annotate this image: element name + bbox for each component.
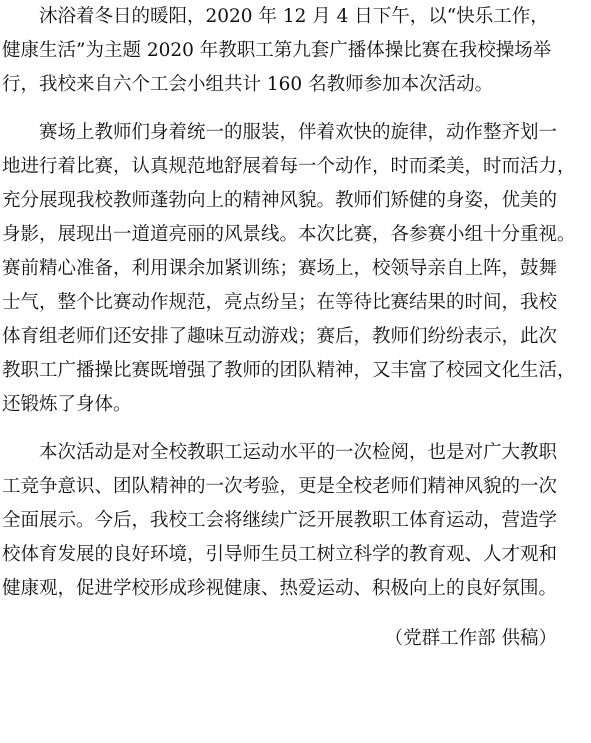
paragraph-3-line-4: 校体育发展的良好环境，引导师生员工树立科学的教育观、人才观和 — [2, 544, 558, 565]
paragraph-3-line-1: 本次活动是对全校教职工运动水平的一次检阅，也是对广大教职 — [2, 442, 558, 463]
paragraph-2-line-8: 教职工广播操比赛既增强了教师的团队精神，又丰富了校园文化生活， — [2, 360, 576, 381]
paragraph-2-line-6: 士气，整个比赛动作规范，亮点纷呈；在等待比赛结果的时间，我校 — [2, 292, 558, 313]
paragraph-1-line-2: 健康生活”为主题 2020 年教职工第九套广播体操比赛在我校操场举 — [2, 40, 552, 61]
paragraph-2-line-9: 还锻炼了身体。 — [2, 394, 132, 415]
paragraph-3-line-2: 工竞争意识、团队精神的一次考验，更是全校老师们精神风貌的一次 — [2, 476, 558, 497]
paragraph-2-line-1: 赛场上教师们身着统一的服装，伴着欢快的旋律，动作整齐划一 — [2, 122, 558, 143]
paragraph-2-line-5: 赛前精心准备，利用课余加紧训练；赛场上，校领导亲自上阵，鼓舞 — [2, 258, 558, 279]
paragraph-3-line-5: 健康观，促进学校形成珍视健康、热爱运动、积极向上的良好氛围。 — [2, 578, 558, 599]
paragraph-2-line-4: 身影，展现出一道道亮丽的风景线。本次比赛，各参赛小组十分重视。 — [2, 224, 576, 245]
paragraph-2-line-7: 体育组老师们还安排了趣味互动游戏；赛后，教师们纷纷表示，此次 — [2, 326, 558, 347]
signature: （党群工作部 供稿） — [384, 628, 557, 649]
paragraph-2-line-3: 充分展现我校教师蓬勃向上的精神风貌。教师们矫健的身姿，优美的 — [2, 190, 558, 211]
paragraph-2-line-2: 地进行着比赛，认真规范地舒展着每一个动作，时而柔美，时而活力， — [2, 156, 576, 177]
paragraph-3-line-3: 全面展示。今后，我校工会将继续广泛开展教职工体育运动，营造学 — [2, 510, 558, 531]
paragraph-1-line-3: 行，我校来自六个工会小组共计 160 名教师参加本次活动。 — [2, 74, 494, 95]
paragraph-1-line-1: 沐浴着冬日的暖阳，2020 年 12 月 4 日下午，以“快乐工作， — [2, 6, 549, 27]
